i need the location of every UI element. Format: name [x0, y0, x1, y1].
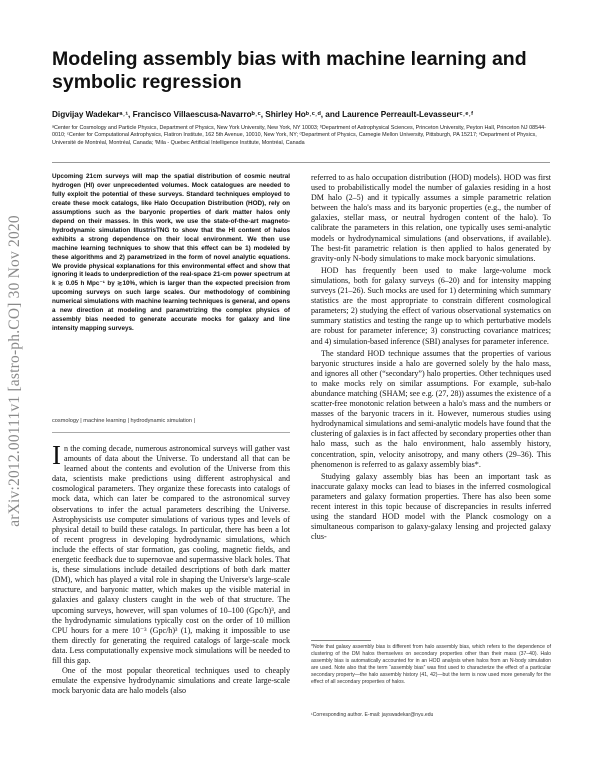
drop-cap: I	[52, 440, 61, 470]
right-paragraph-1: referred to as halo occupation distribution (HOD) models). HOD was first used to probabilistically model the number of galaxies residing in a host DM halo (2–5) and it typically assumes a simple parametric relation between the halo's mass and its baryonic properties (e.g., the number of galaxies, stellar mass, or neutral hydrogen content of the halo). To calibrate the parameters in this relation, one typically uses semi-analytic models or hydrodynamical simulations (and observations, if available). The best-fit parametric relation is then applied to halos generated by gravity-only N-body simulations to make mock baryonic simulations.	[311, 173, 551, 263]
affiliations: ᵃCenter for Cosmology and Particle Physics, Department of Physics, New York University, New York, NY 10003; ᵇDepartment of Astrophysical Sciences, Princeton University, Peyton Hall, Princeton NJ 08544-0010; ᶜCenter for Computational Astrophysics, Flatiron Institute, 162 5th Avenue, 10010, New York, NY; ᵈDepartment of Physics, Carnegie Mellon University, Pittsburgh, PA 15217; ᵉDepartment of Physics, Université de Montréal, Montréal, Canada; ᶠMila - Quebec Artificial Intelligence Institute, Montréal, Canada	[52, 125, 546, 146]
abstract: Upcoming 21cm surveys will map the spatial distribution of cosmic neutral hydrogen (HI) over unprecedented volumes. Mock catalogues are needed to fully exploit the potential of these surveys. Standard techniques employed to create these mock catalogs, like Halo Occupation Distribution (HOD), rely on assumptions such as the baryonic properties of dark matter halos only depend on their masses. In this work, we use the state-of-the-art magneto-hydrodynamic simulation IllustrisTNG to show that the HI content of halos exhibits a strong dependence on their local environment. We then use machine learning techniques to show that this effect can be 1) modeled by these algorithms and 2) parametrized in the form of novel analytic equations. We provide physical explanations for this environmental effect and show that ignoring it leads to underprediction of the real-space 21-cm power spectrum at k ≳ 0.05 h Mpc⁻¹ by ≳10%, which is larger than the expected precision from upcoming surveys on such large scales. Our methodology of combining numerical simulations with machine learning techniques is general, and opens a new direction at modeling and parametrizing the complex physics of assembly bias needed to generate accurate mocks for galaxy and line intensity mapping surveys.	[52, 173, 290, 333]
arxiv-identifier: arXiv:2012.00111v1 [astro-ph.CO] 30 Nov 2020	[6, 215, 23, 527]
right-paragraph-2: HOD has frequently been used to make large-volume mock simulations, both for galaxy surveys (6–20) and for intensity mapping surveys (21–26). Such mocks are used for 1) determining which summary statistics are the most appropriate to constrain different cosmological parameters; 2) studying the effect of various observational systematics on summary statistics and testing the range up to which perturbative models are robust for parameter inference; 3) constructing covariance matrices; and 4) simulation-based inference (SBI) analyses for parameter inference.	[311, 265, 551, 346]
footnote: *Note that galaxy assembly bias is different from halo assembly bias, which refers to the dependence of clustering of the DM halos themselves on secondary properties other than their mass (37–40). Halo assembly bias is automatically accounted for in an HOD analysis when halos from an N-body simulation are used. Note also that the term “assembly bias” was first used to characterize the effect of a particular secondary property—the halo assembly history (41, 42)—but the term is now used more generally for the effect of all secondary properties of halos.	[311, 644, 551, 685]
intro-paragraph-2: One of the most popular theoretical techniques used to cheaply emulate the expensive hydrodynamic simulations and create large-scale mock baryonic data are halo models (also	[52, 666, 290, 696]
keywords-divider	[52, 432, 290, 433]
right-paragraph-3: The standard HOD technique assumes that the properties of various baryonic structures inside a halo are governed solely by the halo mass, and ignores all other (“secondary”) halo properties. Other techniques used to make mocks rely on similar assumptions. For example, sub-halo abundance matching (SHAM; see e.g. (27, 28)) assumes the existence of a scatter-free monotonic relation between a halo's mass and the numbers or masses of the baryonic tracers in it. However, numerous studies using hydrodynamical simulations and semi-analytic models have found that the clustering of galaxies is in fact affected by secondary properties other than halo mass, such as the halo environment, halo assembly history, concentration, spin, velocity anisotropy, and many others (29–36). This phenomenon is referred to as galaxy assembly bias*.	[311, 348, 551, 469]
intro-paragraph-1: n the coming decade, numerous astronomical surveys will gather vast amounts of data about the Universe. To understand all that can be learned about the contents and evolution of the Universe from this data, scientists make predictions using different astrophysical and cosmological parameters. They organize these forecasts into catalogs of mock data, which can later be compared to the astronomical survey observations to infer the actual parameters describing the Universe. Astrophysicists use computer simulations of various types and levels of physical detail to build these catalogs. In particular, there has been a lot of recent progress in developing hydrodynamic simulations, which include the effects of star formation, gas cooling, magnetic fields, and energetic feedback due to supernovae and supermassive black holes. That is, these simulations include detailed descriptions of both dark matter (DM), which has played a vital role in shaping the Universe's large-scale structure, and baryonic matter, which makes up the visible material in galaxies and galaxy clusters caught in the web of that structure. The upcoming surveys, however, will span volumes of 10–100 (Gpc/h)³, and the hydrodynamic simulations typically cost on the order of 10 million CPU hours for a mere 10⁻³ (Gpc/h)³ (1), making it impossible to use them directly for generating the required catalogs of large-scale mock data. Less computationally expensive mock simulations will be needed to fill this gap.	[52, 444, 290, 665]
keywords: cosmology | machine learning | hydrodynamic simulation |	[52, 418, 196, 424]
introduction-column	[52, 440, 290, 696]
author-list: Digvijay Wadekarᵃ˒¹, Francisco Villaescusa-Navarroᵇ˒ᶜ, Shirley Hoᵇ˒ᶜ˒ᵈ, and Laurence Perreault-Levasseurᶜ˒ᵉ˒ᶠ	[52, 110, 474, 119]
header-divider	[52, 162, 550, 163]
footnote-divider	[311, 640, 371, 641]
paper-title: Modeling assembly bias with machine learning and symbolic regression	[52, 48, 527, 93]
right-column	[311, 173, 551, 544]
correspondence-note: ¹Corresponding author. E-mail: jayswadekar@nyu.edu	[311, 712, 434, 718]
right-paragraph-4: Studying galaxy assembly bias has been an important task as inaccurate galaxy mocks can lead to biases in the inferred cosmological parameters and galaxy formation properties. There has also been some recent interest in this topic because of discrepancies in results inferred using the standard HOD model with the Planck cosmology on a simultaneous comparison to galaxy-galaxy lensing and projected galaxy clus-	[311, 471, 551, 542]
